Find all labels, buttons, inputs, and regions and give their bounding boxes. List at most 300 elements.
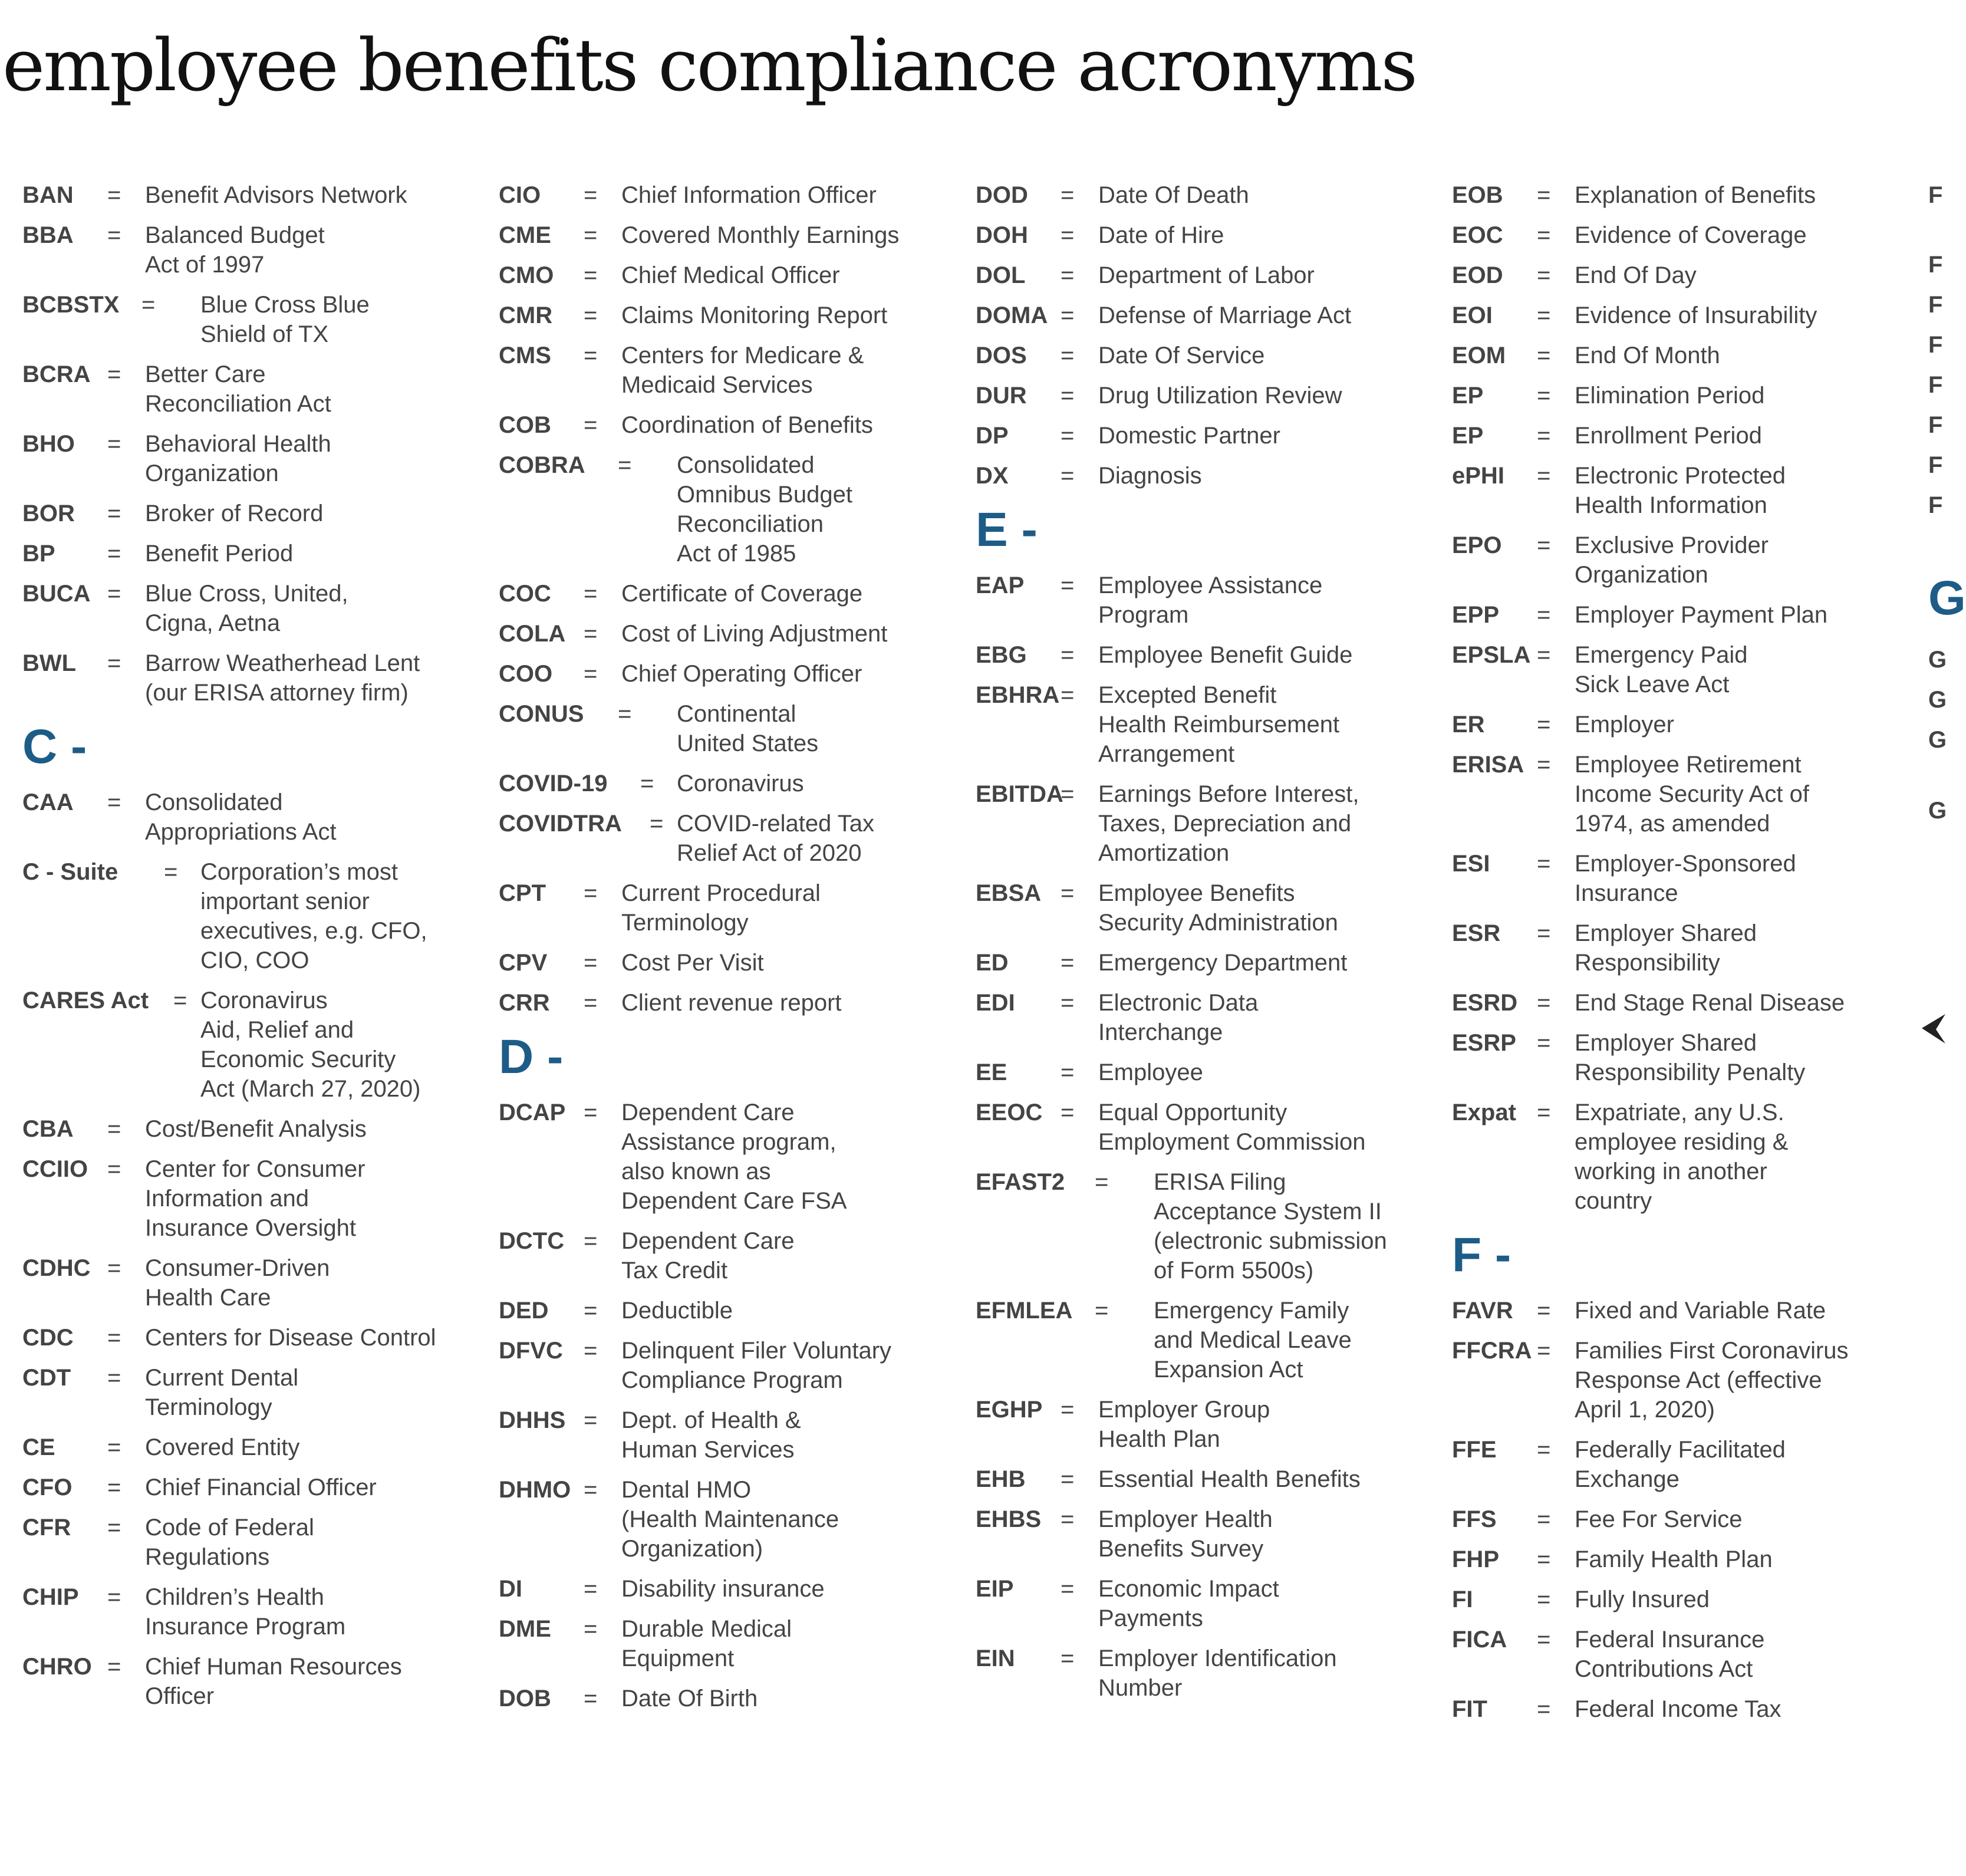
acronym-definition: Continental United States [677, 701, 819, 756]
acronym-column-1 [22, 180, 476, 1722]
acronym-entry [976, 640, 1430, 670]
acronym-definition: Centers for Disease Control [145, 1325, 436, 1351]
acronym: C - Suite [22, 859, 118, 885]
acronym-entry [22, 649, 476, 707]
acronym-definition: Families First Coronavirus Response Act (effective April 1, 2020) [1575, 1338, 1849, 1423]
acronym-entry [1452, 1694, 1906, 1724]
acronym: EIP [976, 1576, 1014, 1602]
equals-sign: = [1061, 302, 1075, 328]
acronym-entry [1452, 1098, 1906, 1216]
equals-sign: = [107, 1116, 121, 1142]
acronym-definition: Employer-Sponsored Insurance [1575, 851, 1796, 906]
acronym-definition: Certificate of Coverage [621, 581, 863, 607]
equals-sign: = [107, 431, 121, 457]
acronym-definition: Exclusive Provider Organization [1575, 532, 1769, 588]
clipped-section-heading: G [1928, 571, 1966, 625]
section-heading: E - [976, 503, 1038, 557]
acronym-entry [499, 1098, 953, 1216]
acronym-entry [976, 261, 1430, 290]
acronym-definition: Chief Human Resources Officer [145, 1654, 402, 1709]
clipped-abbr: F [1928, 412, 1943, 438]
equals-sign: = [1537, 920, 1551, 946]
acronym-entry [499, 341, 953, 400]
equals-sign: = [584, 412, 598, 438]
section-heading: C - [22, 720, 87, 774]
equals-sign: = [1061, 1100, 1075, 1125]
acronym: EPP [1452, 602, 1500, 628]
acronym-definition: Date Of Birth [621, 1686, 758, 1712]
acronym: CFO [22, 1475, 73, 1500]
acronym-entry [22, 499, 476, 528]
clipped-abbr: G [1928, 647, 1947, 673]
equals-sign: = [1061, 1645, 1075, 1671]
equals-sign: = [173, 988, 187, 1013]
equals-sign: = [584, 1616, 598, 1642]
equals-sign: = [584, 1576, 598, 1602]
acronym-definition: Deductible [621, 1298, 733, 1324]
acronym-entry [22, 539, 476, 568]
acronym-entry [976, 381, 1430, 410]
equals-sign: = [1537, 642, 1551, 668]
arrow-icon [1918, 1002, 1945, 1055]
acronym-definition: Essential Health Benefits [1098, 1466, 1361, 1492]
equals-sign: = [107, 1434, 121, 1460]
acronym: DED [499, 1298, 549, 1324]
equals-sign: = [584, 302, 598, 328]
acronym-entry [22, 360, 476, 419]
acronym-entry [1452, 341, 1906, 370]
acronym-entry [499, 220, 953, 250]
acronym-entry [499, 769, 953, 798]
equals-sign: = [1537, 302, 1551, 328]
acronym: ESRD [1452, 990, 1518, 1016]
acronym: FAVR [1452, 1298, 1513, 1324]
acronym: CHIP [22, 1584, 79, 1610]
acronym-definition: Evidence of Insurability [1575, 302, 1817, 328]
acronym-definition: Employer Shared Responsibility [1575, 920, 1757, 976]
acronym-entry [499, 659, 953, 689]
equals-sign: = [584, 621, 598, 647]
acronym-entry [1452, 220, 1906, 250]
acronym: FI [1452, 1587, 1473, 1612]
acronym-definition: Employer Shared Responsibility Penalty [1575, 1030, 1806, 1085]
acronym: DCTC [499, 1228, 565, 1254]
acronym-entry [1452, 461, 1906, 520]
clipped-abbr: F [1928, 182, 1943, 208]
acronym-definition: End Of Day [1575, 262, 1697, 288]
equals-sign: = [107, 1365, 121, 1391]
equals-sign: = [164, 859, 178, 885]
acronym-entry [976, 1167, 1430, 1285]
acronym-definition: Electronic Protected Health Information [1575, 463, 1786, 518]
acronym-entry [976, 461, 1430, 491]
acronym-definition: Cost Per Visit [621, 950, 764, 976]
acronym: ER [1452, 712, 1485, 738]
acronym-definition: Claims Monitoring Report [621, 302, 888, 328]
equals-sign: = [1061, 1397, 1075, 1423]
acronym: Expat [1452, 1100, 1516, 1125]
acronym: BCRA [22, 361, 91, 387]
equals-sign: = [1095, 1169, 1109, 1195]
acronym-entry [976, 220, 1430, 250]
equals-sign: = [584, 1407, 598, 1433]
acronym-definition: Balanced Budget Act of 1997 [145, 222, 325, 278]
equals-sign: = [584, 182, 598, 208]
acronym-entry [1452, 710, 1906, 739]
acronym-entry [499, 1226, 953, 1285]
acronym-definition: Employer Health Benefits Survey [1098, 1506, 1273, 1562]
acronym: EGHP [976, 1397, 1043, 1423]
equals-sign: = [650, 811, 664, 837]
acronym-entry [22, 429, 476, 488]
acronym-entry [1452, 849, 1906, 908]
equals-sign: = [1537, 1587, 1551, 1612]
acronym-entry [22, 1513, 476, 1572]
acronym: COB [499, 412, 551, 438]
acronym-definition: Department of Labor [1098, 262, 1315, 288]
acronym-definition: Expatriate, any U.S. employee residing & working in another country [1575, 1100, 1789, 1214]
acronym: CCIIO [22, 1156, 88, 1182]
equals-sign: = [1061, 642, 1075, 668]
equals-sign: = [1061, 682, 1075, 708]
acronym-entry [1452, 919, 1906, 978]
acronym-definition: Employer Payment Plan [1575, 602, 1828, 628]
equals-sign: = [1061, 343, 1075, 368]
acronym-entry [499, 450, 953, 568]
acronym-entry [499, 1684, 953, 1713]
equals-sign: = [1095, 1298, 1109, 1324]
acronym-definition: Excepted Benefit Health Reimbursement Arrangement [1098, 682, 1340, 767]
equals-sign: = [1061, 1576, 1075, 1602]
acronym-definition: Chief Medical Officer [621, 262, 840, 288]
acronym-entry [22, 1154, 476, 1243]
acronym: ESR [1452, 920, 1501, 946]
acronym-entry [499, 1614, 953, 1673]
acronym-definition: Equal Opportunity Employment Commission [1098, 1100, 1366, 1155]
clipped-abbr: G [1928, 727, 1947, 753]
acronym-entry [1452, 988, 1906, 1018]
acronym: EBITDA [976, 781, 1063, 807]
acronym: DUR [976, 383, 1027, 409]
acronym-definition: Federal Insurance Contributions Act [1575, 1627, 1765, 1682]
acronym-definition: Fee For Service [1575, 1506, 1743, 1532]
clipped-abbr: F [1928, 292, 1943, 318]
acronym-entry [976, 421, 1430, 450]
acronym-entry [976, 1098, 1430, 1157]
acronym-entry [22, 986, 476, 1104]
equals-sign: = [107, 541, 121, 567]
acronym-entry [1452, 1296, 1906, 1325]
acronym-entry [1452, 301, 1906, 330]
acronym-definition: Current Procedural Terminology [621, 880, 821, 936]
acronym-entry [976, 1058, 1430, 1087]
acronym: EP [1452, 423, 1484, 449]
acronym-definition: Center for Consumer Information and Insurance Oversight [145, 1156, 365, 1241]
equals-sign: = [640, 771, 654, 797]
equals-sign: = [107, 1325, 121, 1351]
acronym: CDT [22, 1365, 71, 1391]
acronym: EHB [976, 1466, 1026, 1492]
acronym: DOMA [976, 302, 1048, 328]
equals-sign: = [1061, 182, 1075, 208]
acronym-entry [499, 301, 953, 330]
acronym: CDHC [22, 1255, 91, 1281]
equals-sign: = [1537, 851, 1551, 877]
acronym: BCBSTX [22, 292, 120, 318]
acronym-definition: Employee [1098, 1059, 1203, 1085]
acronym-column-3 [976, 180, 1430, 1713]
acronym-entry [22, 1323, 476, 1352]
acronym-definition: Children’s Health Insurance Program [145, 1584, 346, 1640]
acronym-entry [22, 1582, 476, 1641]
acronym: DOD [976, 182, 1028, 208]
equals-sign: = [1061, 1506, 1075, 1532]
acronym-definition: Dental HMO (Health Maintenance Organization) [621, 1477, 839, 1562]
acronym-definition: Chief Information Officer [621, 182, 877, 208]
acronym-definition: Durable Medical Equipment [621, 1616, 792, 1671]
acronym: DOH [976, 222, 1028, 248]
acronym-definition: Benefit Period [145, 541, 294, 567]
acronym-definition: Emergency Paid Sick Leave Act [1575, 642, 1748, 697]
equals-sign: = [107, 1156, 121, 1182]
acronym: EBHRA [976, 682, 1060, 708]
acronym-entry [1452, 1028, 1906, 1087]
equals-sign: = [107, 361, 121, 387]
acronym: CAA [22, 789, 74, 815]
acronym: ERISA [1452, 752, 1524, 778]
acronym-definition: Earnings Before Interest, Taxes, Depreciation and Amortization [1098, 781, 1359, 866]
acronym: BHO [22, 431, 75, 457]
acronym-definition: Family Health Plan [1575, 1546, 1773, 1572]
acronym: EOD [1452, 262, 1503, 288]
acronym-entry [1452, 180, 1906, 210]
acronym-entry [22, 220, 476, 279]
acronym-entry [499, 1574, 953, 1604]
acronym-definition: Covered Entity [145, 1434, 300, 1460]
equals-sign: = [1537, 712, 1551, 738]
equals-sign: = [1061, 222, 1075, 248]
acronym-entry [499, 1296, 953, 1325]
acronym: FIT [1452, 1696, 1487, 1722]
acronym: BAN [22, 182, 74, 208]
equals-sign: = [107, 581, 121, 607]
clipped-abbr: F [1928, 332, 1943, 358]
equals-sign: = [1537, 1298, 1551, 1324]
acronym: COBRA [499, 452, 585, 478]
equals-sign: = [1061, 950, 1075, 976]
section-heading: D - [499, 1030, 564, 1084]
acronym-definition: Drug Utilization Review [1098, 383, 1342, 409]
acronym-entry [499, 809, 953, 868]
acronym-definition: Defense of Marriage Act [1098, 302, 1352, 328]
acronym-definition: COVID-related Tax Relief Act of 2020 [677, 811, 874, 866]
acronym: EFAST2 [976, 1169, 1065, 1195]
acronym: COC [499, 581, 551, 607]
acronym-entry [1452, 1625, 1906, 1684]
acronym-definition: Diagnosis [1098, 463, 1202, 489]
equals-sign: = [141, 292, 156, 318]
acronym: DFVC [499, 1338, 563, 1364]
acronym-entry [1452, 1336, 1906, 1424]
acronym-entry [499, 410, 953, 440]
acronym: EE [976, 1059, 1007, 1085]
acronym-definition: Explanation of Benefits [1575, 182, 1816, 208]
equals-sign: = [1061, 880, 1075, 906]
equals-sign: = [107, 789, 121, 815]
acronym: CMO [499, 262, 554, 288]
clipped-abbr: F [1928, 252, 1943, 278]
equals-sign: = [107, 1255, 121, 1281]
acronym-definition: Emergency Department [1098, 950, 1348, 976]
acronym: DCAP [499, 1100, 566, 1125]
acronym: FFS [1452, 1506, 1497, 1532]
equals-sign: = [1537, 1627, 1551, 1653]
acronym-entry [499, 1406, 953, 1464]
acronym: DOS [976, 343, 1027, 368]
acronym-definition: Client revenue report [621, 990, 842, 1016]
acronym: CIO [499, 182, 541, 208]
acronym: COVIDTRA [499, 811, 622, 837]
acronym-definition: ERISA Filing Acceptance System II (electronic submission of Form 5500s) [1154, 1169, 1387, 1283]
acronym-entry [499, 948, 953, 978]
acronym-definition: Date Of Death [1098, 182, 1249, 208]
acronym-definition: Enrollment Period [1575, 423, 1762, 449]
equals-sign: = [1537, 990, 1551, 1016]
equals-sign: = [1061, 262, 1075, 288]
equals-sign: = [1537, 602, 1551, 628]
acronym-column-4 [1452, 180, 1906, 1735]
acronym: COLA [499, 621, 566, 647]
acronym: EOM [1452, 343, 1506, 368]
acronym: FHP [1452, 1546, 1499, 1572]
equals-sign: = [584, 990, 598, 1016]
acronym-definition: Disability insurance [621, 1576, 825, 1602]
acronym-definition: Blue Cross Blue Shield of TX [200, 292, 370, 347]
acronym: CRR [499, 990, 550, 1016]
acronym-entry [499, 1475, 953, 1564]
acronym-entry [1452, 640, 1906, 699]
acronym: EPO [1452, 532, 1502, 558]
acronym: FFE [1452, 1437, 1497, 1463]
acronym: FICA [1452, 1627, 1507, 1653]
acronym-entry [22, 1433, 476, 1462]
equals-sign: = [107, 501, 121, 526]
acronym-definition: Better Care Reconciliation Act [145, 361, 331, 417]
acronym: EOI [1452, 302, 1493, 328]
acronym-entry [22, 579, 476, 638]
clipped-abbr: G [1928, 798, 1947, 824]
acronym: BBA [22, 222, 74, 248]
page-title: employee benefits compliance acronyms [2, 24, 1417, 107]
acronym-definition: Evidence of Coverage [1575, 222, 1807, 248]
acronym-definition: Broker of Record [145, 501, 324, 526]
equals-sign: = [107, 1584, 121, 1610]
equals-sign: = [584, 1228, 598, 1254]
acronym: DOL [976, 262, 1026, 288]
acronym-entry [499, 261, 953, 290]
acronym: DME [499, 1616, 551, 1642]
acronym: ESRP [1452, 1030, 1516, 1056]
acronym-entry [976, 341, 1430, 370]
acronym-entry [22, 1473, 476, 1502]
acronym: CME [499, 222, 551, 248]
acronym-entry [976, 680, 1430, 769]
acronym-definition: Consumer-Driven Health Care [145, 1255, 330, 1311]
equals-sign: = [1061, 463, 1075, 489]
equals-sign: = [1537, 222, 1551, 248]
equals-sign: = [1061, 1059, 1075, 1085]
acronym: EIN [976, 1645, 1015, 1671]
acronym: BP [22, 541, 55, 567]
acronym-definition: Dependent Care Tax Credit [621, 1228, 795, 1283]
acronym: DI [499, 1576, 522, 1602]
acronym: COVID-19 [499, 771, 608, 797]
equals-sign: = [1537, 182, 1551, 208]
acronym-definition: Covered Monthly Earnings [621, 222, 900, 248]
acronym: EHBS [976, 1506, 1042, 1532]
equals-sign: = [107, 222, 121, 248]
acronym-definition: Blue Cross, United, Cigna, Aetna [145, 581, 348, 636]
acronym-definition: Corporation’s most important senior executives, e.g. CFO, CIO, COO [200, 859, 427, 973]
equals-sign: = [584, 950, 598, 976]
acronym-definition: Consolidated Omnibus Budget Reconciliation Act of 1985 [677, 452, 852, 567]
acronym-definition: Elimination Period [1575, 383, 1765, 409]
equals-sign: = [1061, 423, 1075, 449]
acronym-definition: Fixed and Variable Rate [1575, 1298, 1826, 1324]
acronym-definition: Date Of Service [1098, 343, 1265, 368]
acronym: DP [976, 423, 1009, 449]
acronym: BWL [22, 650, 77, 676]
acronym: EPSLA [1452, 642, 1531, 668]
equals-sign: = [584, 343, 598, 368]
acronym-entry [1452, 1585, 1906, 1614]
acronym-entry [499, 1336, 953, 1395]
acronym-entry [22, 1363, 476, 1422]
equals-sign: = [107, 650, 121, 676]
acronym-entry [976, 1644, 1430, 1703]
acronym: ED [976, 950, 1009, 976]
acronym-entry [976, 1574, 1430, 1633]
acronym-entry [22, 1253, 476, 1312]
acronym-entry [22, 180, 476, 210]
acronym-definition: Dept. of Health & Human Services [621, 1407, 801, 1463]
acronym-entry [1452, 750, 1906, 838]
acronym-definition: Cost/Benefit Analysis [145, 1116, 367, 1142]
acronym: DHHS [499, 1407, 566, 1433]
acronym-entry [22, 1652, 476, 1711]
equals-sign: = [1061, 781, 1075, 807]
acronym-entry [499, 619, 953, 649]
equals-sign: = [584, 661, 598, 687]
acronym: ESI [1452, 851, 1490, 877]
equals-sign: = [1537, 463, 1551, 489]
equals-sign: = [1537, 262, 1551, 288]
acronym-entry [22, 857, 476, 975]
acronym-entry [976, 1395, 1430, 1454]
acronym-definition: Federal Income Tax [1575, 1696, 1781, 1722]
acronym-definition: Economic Impact Payments [1098, 1576, 1279, 1631]
acronym-entry [1452, 1435, 1906, 1494]
equals-sign: = [1537, 752, 1551, 778]
acronym-definition: Consolidated Appropriations Act [145, 789, 337, 845]
equals-sign: = [107, 1475, 121, 1500]
acronym: BOR [22, 501, 75, 526]
acronym: EEOC [976, 1100, 1043, 1125]
acronym-entry [976, 571, 1430, 630]
equals-sign: = [1061, 383, 1075, 409]
acronym: EDI [976, 990, 1015, 1016]
equals-sign: = [1061, 1466, 1075, 1492]
